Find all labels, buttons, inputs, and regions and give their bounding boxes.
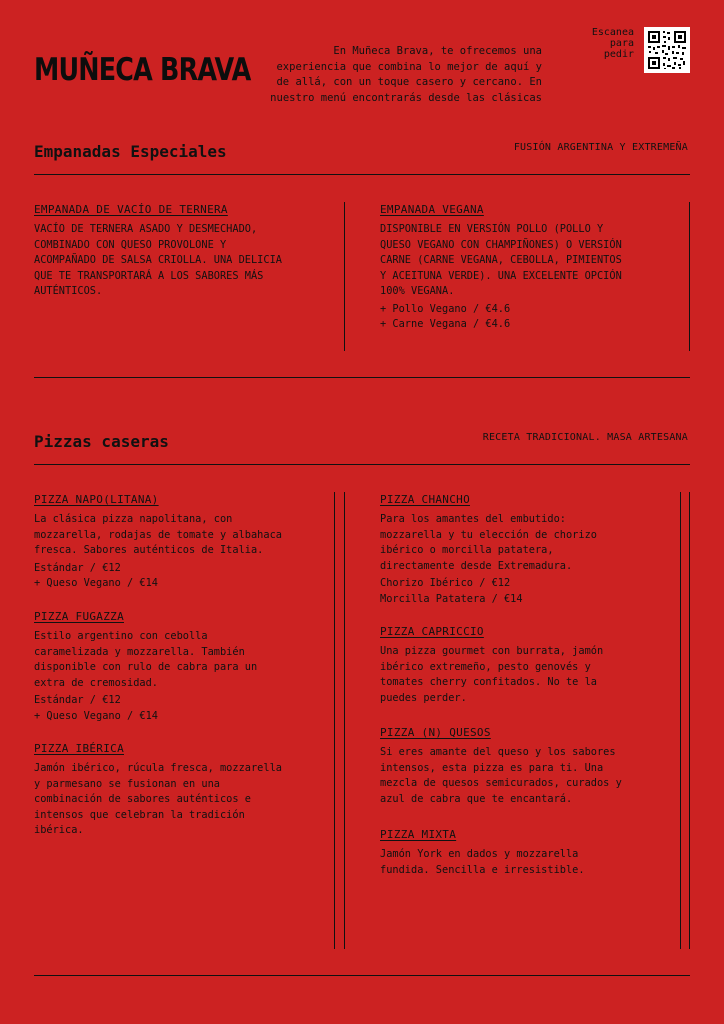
menu-item-description: Si eres amante del queso y los sabores intensos, esta pizza es para ti. Una mezcla de quesos semicurados, curados y azul de cabra que te encantará. bbox=[380, 746, 622, 805]
menu-item-price: + Pollo Vegano / €4.6 bbox=[380, 302, 511, 315]
menu-item-name: EMPANADA VEGANA bbox=[380, 203, 484, 216]
brand-logo: MUÑECA BRAVA bbox=[34, 52, 251, 88]
divider bbox=[34, 174, 690, 175]
menu-item-name: PIZZA NAPO(LITANA) bbox=[34, 493, 159, 506]
menu-item-name: PIZZA CHANCHO bbox=[380, 493, 470, 506]
menu-item-name: PIZZA FUGAZZA bbox=[34, 610, 124, 623]
menu-item-price: Chorizo Ibérico / €12 bbox=[380, 577, 511, 589]
menu-item-description: Jamón York en dados y mozzarella fundida. Sencilla e irresistible. bbox=[380, 848, 585, 876]
intro-line: de allá, con un toque casero y cercano. En bbox=[276, 76, 542, 88]
menu-item-name: PIZZA (N) QUESOS bbox=[380, 726, 491, 739]
column-divider bbox=[344, 492, 345, 949]
menu-item-price: + Queso Vegano / €14 bbox=[34, 709, 158, 722]
divider bbox=[34, 975, 690, 976]
menu-item-pizza-quesos[interactable] bbox=[380, 726, 650, 807]
menu-item-pizza-fugazza[interactable] bbox=[34, 610, 304, 724]
menu-item-description: VACÍO DE TERNERA ASADO Y DESMECHADO, COMBINADO CON QUESO PROVOLONE Y ACOMPAÑADO DE SALSA CRIOLLA. UNA DELICIA QUE TE TRANSPORTARÁ A LOS SABORES MÁS AUTÉNTICOS. bbox=[34, 223, 282, 297]
pizzas-section-tag: RECETA TRADICIONAL. MASA ARTESANA bbox=[482, 432, 688, 443]
divider bbox=[34, 377, 690, 378]
menu-item-description: DISPONIBLE EN VERSIÓN POLLO (POLLO Y QUESO VEGANO CON CHAMPIÑONES) O VERSIÓN CARNE (CARNE VEGANA, CEBOLLA, PIMIENTOS Y ACEITUNA VERDE). UNA EXCELENTE OPCIÓN 100% VEGANA. bbox=[380, 223, 622, 297]
menu-item-price: Morcilla Patatera / €14 bbox=[380, 592, 523, 605]
menu-item-price: Estándar / €12 bbox=[34, 561, 121, 574]
intro-text bbox=[250, 44, 542, 106]
menu-item-name: EMPANADA DE VACÍO DE TERNERA bbox=[34, 203, 228, 216]
column-divider bbox=[689, 202, 690, 351]
menu-item-price: + Carne Vegana / €4.6 bbox=[380, 318, 511, 330]
empanadas-section-title: Empanadas Especiales bbox=[34, 142, 227, 161]
empanadas-section-tag: FUSIÓN ARGENTINA Y EXTREMEÑA bbox=[513, 142, 688, 153]
column-divider bbox=[689, 492, 690, 949]
column-divider bbox=[334, 492, 335, 949]
intro-line: En Muñeca Brava, te ofrecemos una bbox=[333, 45, 542, 57]
menu-item-empanada-vegana[interactable] bbox=[380, 203, 650, 333]
menu-item-name: PIZZA IBÉRICA bbox=[34, 742, 124, 755]
menu-item-empanada-vacio[interactable] bbox=[34, 203, 304, 300]
scan-to-order-label bbox=[580, 27, 634, 60]
menu-item-description: Estilo argentino con cebolla caramelizada y mozzarella. También disponible con rulo de cabra para un extra de cremosidad. bbox=[34, 630, 258, 689]
intro-line: nuestro menú encontrarás desde las clásicas bbox=[270, 91, 542, 104]
menu-item-pizza-iberica[interactable] bbox=[34, 742, 304, 839]
menu-item-pizza-napo[interactable] bbox=[34, 493, 304, 592]
pizzas-section-title: Pizzas caseras bbox=[34, 432, 169, 451]
menu-item-pizza-chancho[interactable] bbox=[380, 493, 650, 607]
menu-item-price: Estándar / €12 bbox=[34, 694, 121, 706]
qr-code-icon[interactable] bbox=[644, 27, 690, 73]
menu-item-description: La clásica pizza napolitana, con mozzarella, rodajas de tomate y albahaca fresca. Sabores auténticos de Italia. bbox=[34, 513, 282, 556]
divider bbox=[34, 464, 690, 465]
menu-item-description: Para los amantes del embutido: mozzarella y tu elección de chorizo ibérico o morcilla patatera, directamente desde Extremadura. bbox=[380, 513, 597, 572]
intro-line: experiencia que combina lo mejor de aquí y bbox=[276, 60, 542, 73]
menu-item-description: Una pizza gourmet con burrata, jamón ibérico extremeño, pesto genovés y tomates cherry confitados. No te la puedes perder. bbox=[380, 645, 604, 704]
menu-item-name: PIZZA MIXTA bbox=[380, 828, 457, 841]
scan-line: Escanea bbox=[591, 27, 634, 38]
scan-line: pedir bbox=[603, 49, 634, 60]
menu-item-pizza-capriccio[interactable] bbox=[380, 625, 650, 706]
menu-item-name: PIZZA CAPRICCIO bbox=[380, 625, 484, 638]
column-divider bbox=[344, 202, 345, 351]
menu-item-description: Jamón ibérico, rúcula fresca, mozzarella y parmesano se fusionan en una combinación de sabores auténticos e intensos que celebran la tradición ibérica. bbox=[34, 762, 282, 836]
menu-item-price: + Queso Vegano / €14 bbox=[34, 577, 158, 589]
column-divider bbox=[680, 492, 681, 949]
menu-item-pizza-mixta[interactable] bbox=[380, 828, 650, 878]
scan-line: para bbox=[609, 38, 634, 49]
